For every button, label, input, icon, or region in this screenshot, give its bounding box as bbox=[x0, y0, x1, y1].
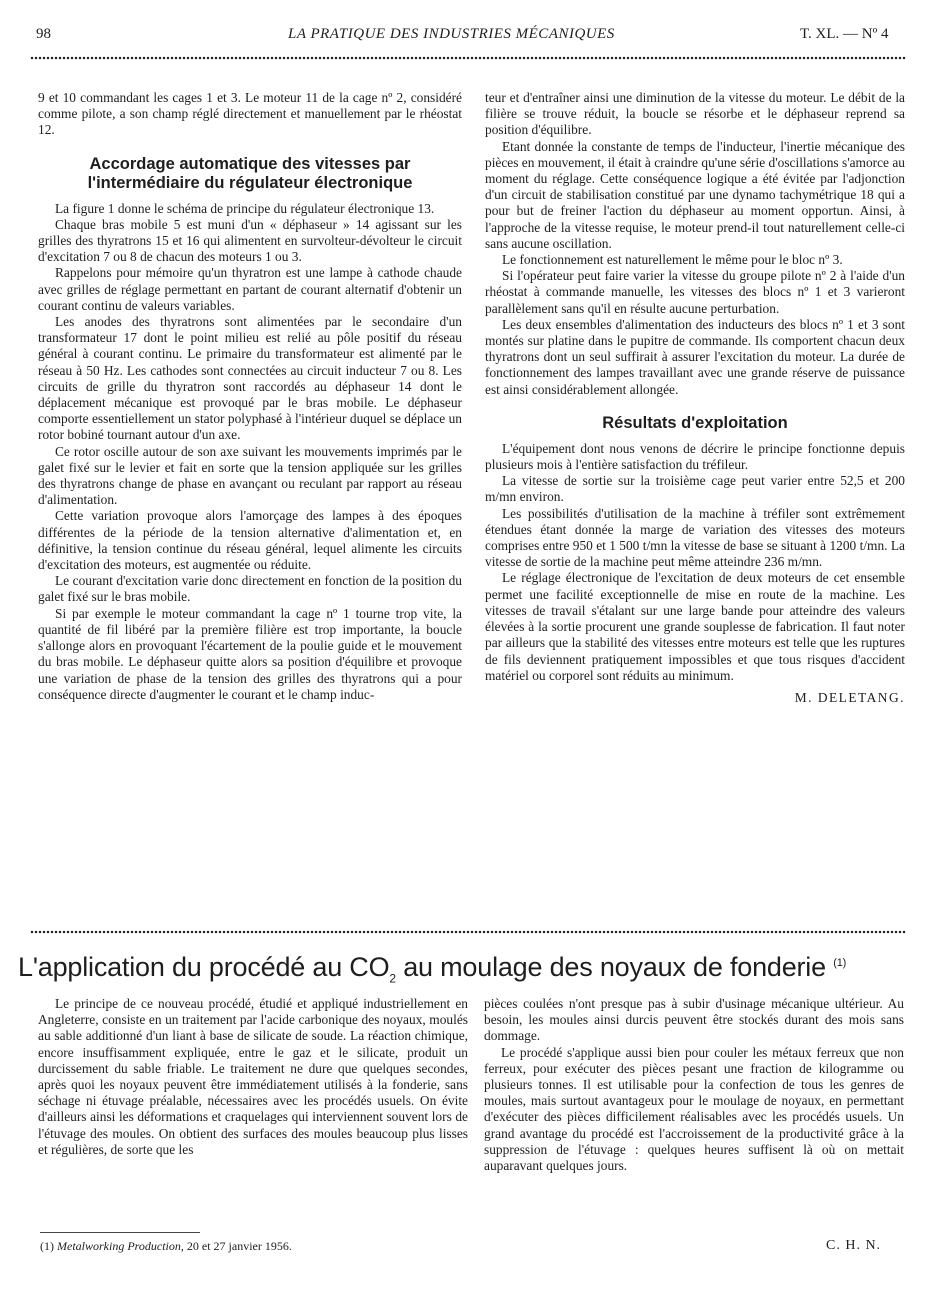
paragraph: 9 et 10 commandant les cages 1 et 3. Le moteur 11 de la cage nº 2, considéré comme pilote, a son champ réglé directement et manuellement par le rhéostat 12. bbox=[38, 90, 462, 138]
paragraph: Ce rotor oscille autour de son axe suivant les mouvements imprimés par le galet fixé sur le levier et fait en sorte que la tension appliquée sur les grilles des thyratrons change de phase en avançant ou reculant par rapport au réseau d'alimentation. bbox=[38, 443, 462, 508]
paragraph: La figure 1 donne le schéma de principe du régulateur électronique 13. bbox=[55, 200, 435, 216]
paragraph: Cette variation provoque alors l'amorçage des lampes à des époques différentes de la période de la tension alternative d'alimentation et, en définitive, la tension continue du réseau général, lequel alimente les circuits d'excitation des moteurs, est augmentée ou réduite. bbox=[38, 508, 462, 573]
article2-title bbox=[18, 952, 918, 985]
footnote-mark: (1) bbox=[40, 1239, 54, 1253]
paragraph: La vitesse de sortie sur la troisième cage peut varier entre 52,5 et 200 m/mn environ. bbox=[485, 473, 905, 505]
article2-author: C. H. N. bbox=[826, 1238, 882, 1253]
footnote-rule bbox=[40, 1232, 200, 1233]
footnote-source: Metalworking Production bbox=[57, 1239, 181, 1253]
paragraph: Si par exemple le moteur commandant la cage nº 1 tourne trop vite, la quantité de fil libéré par la première filière est trop importante, la boucle s'allonge alors en provoquant l'écartement de la poulie guide et le mouvement du bras mobile. Le déphaseur quitte alors sa position d'équilibre et provoque une variation de phase de la tension des grilles des thyratrons qui a pour conséquence directe d'augmenter le courant et le champ induc- bbox=[38, 605, 462, 702]
article1-column-left bbox=[38, 90, 462, 703]
paragraph: Le procédé s'applique aussi bien pour couler les métaux ferreux que non ferreux, pour exécuter des pièces pesant une fraction de kilogramme ou plusieurs tonnes. Il est utilisable pour la confection de tous les genres de moules, mais surtout avantageux pour le moulage de noyaux, en permettant d'exécuter des pièces difficilement réalisables avec les procédés usuels. Un grand avantage du procédé est l'accroissement de la productivité grâce à la suppression de l'étuvage : quelques heures suffisent là où on mettait auparavant quelques jours. bbox=[484, 1044, 904, 1174]
paragraph: Etant donnée la constante de temps de l'inducteur, l'inertie mécanique des pièces en mouvement, il était à craindre qu'une série d'oscillations s'amorce au moment du réglage. Cette conséquence logique a été évitée par l'adjonction d'un circuit de stabilisation constitué par une dynamo tachymétrique 18 qui a pour but de freiner l'action du déphaseur au moment opportun. Ainsi, à l'approche de la vitesse requise, le moteur prend-il tout naturellement celle-ci sans aucune oscillation. bbox=[485, 138, 905, 251]
paragraph: Les anodes des thyratrons sont alimentées par le secondaire d'un transformateur 17 dont le point milieu est relié au pôle positif du réseau général à courant continu. Le primaire du transformateur est alimenté par le réseau à 50 Hz. Les cathodes sont connectées au circuit inducteur 7 ou 8. Les circuits de grille du thyratron sont raccordés au déphaseur 14 dont le déplacement mécanique est provoqué par le bras mobile. Le déphaseur comporte essentiellement un stator polyphasé à l'intérieur duquel se déplace un rotor bobiné tournant autour d'un axe. bbox=[38, 314, 462, 443]
paragraph: Les possibilités d'utilisation de la machine à tréfiler sont extrêmement étendues étant donnée la marge de variation des vitesses des moteurs comprises entre 950 et 1 500 t/mn la vitesse de base se situant à 1200 t/mn. La vitesse de sortie de la machine peut même atteindre 236 m/mn. bbox=[485, 505, 905, 570]
paragraph: Le fonctionnement est naturellement le même pour le bloc nº 3. bbox=[502, 252, 843, 268]
page-number: 98 bbox=[36, 26, 51, 42]
paragraph: L'équipement dont nous venons de décrire le principe fonctionne depuis plusieurs mois à l'entière satisfaction du tréfileur. bbox=[485, 440, 905, 473]
article2-column-right bbox=[484, 996, 904, 1174]
header-dotted-rule bbox=[30, 56, 906, 60]
paragraph: pièces coulées n'ont presque pas à subir d'usinage mécanique ultérieur. Au besoin, les moules ainsi durcis peuvent être stockés durant des mois sans dommage. bbox=[484, 996, 904, 1044]
paragraph: Les deux ensembles d'alimentation des inducteurs des blocs nº 1 et 3 sont montés sur platine dans le pupitre de commande. Ils comportent chacun deux thyratrons dont un seul suffirait à assurer l'excitation du moteur. La durée de fonctionnement des lampes travaillant avec une grande réserve de puissance est ainsi considérablement allongée. bbox=[485, 316, 905, 397]
paragraph: Le réglage électronique de l'excitation de deux moteurs de cet ensemble permet une facilité exceptionnelle de mise en route de la machine. Les vitesses de travail s'étalant sur une large bande pour atteindre des valeurs élevées à la sortie procurent une grande souplesse de fabrication. Il faut noter par ailleurs que la stabilité des vitesses entre moteurs est telle que les ruptures de fils deviennent pratiquement impossibles et que tous risques d'accident matériel ou corporel sont réduits au minimum. bbox=[485, 570, 905, 683]
paragraph: teur et d'entraîner ainsi une diminution de la vitesse du moteur. Le débit de la filière se trouve réduit, la boucle se résorbe et le déphaseur reprend sa position d'équilibre. bbox=[485, 90, 905, 138]
issue-number: T. XL. — Nº 4 bbox=[800, 26, 889, 42]
title-subscript: 2 bbox=[389, 971, 396, 986]
article2-column-left bbox=[38, 996, 468, 1158]
section-heading-accordage: Accordage automatique des vitesses par l'intermédiaire du régulateur électronique bbox=[87, 154, 413, 192]
title-footnote-mark: (1) bbox=[833, 957, 847, 969]
col1-after-paragraphs bbox=[38, 201, 462, 703]
footnote-date: , 20 et 27 janvier 1956. bbox=[180, 1239, 292, 1253]
paragraph: Le principe de ce nouveau procédé, étudié et appliqué industriellement en Angleterre, consiste en un traitement par l'acide carbonique des noyaux, moulés au sable additionné d'un liant à base de silicate de soude. La réaction chimique, encore insuffisamment expliquée, entre le gaz et le silicate, produit un durcissement du sable friable. Le traitement ne dure que quelques secondes, après quoi les noyaux peuvent être immédiatement utilisés à la fonderie, sans séchage ni étuvage préalable, nécessaires avec les procédés usuels. On évite d'ailleurs ainsi les déformations et craquelages qui interviennent souvent lors de l'étuvage des moules. On obtient des surfaces des moules beaucoup plus lisses et régulières, de sorte que les bbox=[38, 996, 468, 1157]
paragraph: Si l'opérateur peut faire varier la vitesse du groupe pilote nº 2 à l'aide d'un rhéostat à commande manuelle, les vitesses des blocs nº 1 et 3 varieront parallèlement sans qu'il en résulte aucune perturbation. bbox=[485, 268, 905, 316]
article1-author: M. DELETANG. bbox=[794, 689, 905, 705]
paragraph: Rappelons pour mémoire qu'un thyratron est une lampe à cathode chaude avec grilles de réglage permettant en partant de courant alternatif d'obtenir un courant continu de valeurs variables. bbox=[38, 265, 462, 313]
title-text-end: au moulage des noyaux de fonderie bbox=[395, 952, 834, 982]
col1-paragraphs bbox=[38, 90, 462, 139]
title-text-start: L'application du procédé au CO bbox=[18, 952, 390, 982]
article1-column-right bbox=[485, 90, 905, 706]
section-heading-resultats: Résultats d'exploitation bbox=[602, 413, 788, 432]
article-separator-dotted-rule bbox=[30, 930, 906, 934]
paragraph: Le courant d'excitation varie donc directement en fonction de la position du galet fixé sur le bras mobile. bbox=[38, 573, 462, 605]
paragraph: Chaque bras mobile 5 est muni d'un « déphaseur » 14 agissant sur les grilles des thyratrons 15 et 16 qui alimentent en survolteur-dévolteur le circuit d'excitation 7 ou 8 de chacun des moteurs 1 ou 3. bbox=[38, 216, 462, 265]
footnote bbox=[40, 1239, 292, 1254]
journal-title: LA PRATIQUE DES INDUSTRIES MÉCANIQUES bbox=[288, 26, 615, 42]
